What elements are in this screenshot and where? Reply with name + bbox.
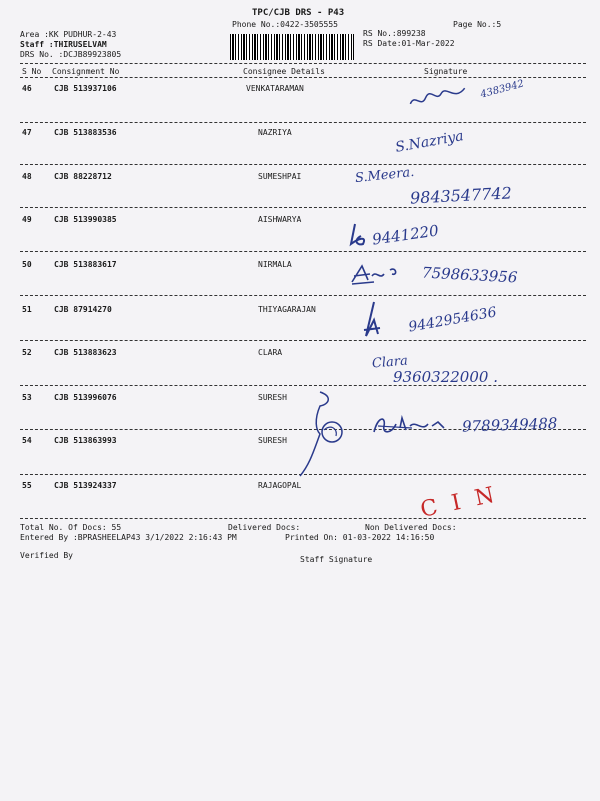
row-sno: 50	[22, 260, 32, 269]
signature-mark	[372, 412, 452, 442]
row-divider	[20, 207, 586, 208]
row-consignment: CJB 513883617	[54, 260, 117, 269]
signature-scrawl	[407, 84, 470, 115]
handwritten-phone: 9360322000 .	[393, 368, 498, 386]
handwritten-phone: 7598633956	[421, 263, 518, 287]
column-header-signature: Signature	[424, 67, 468, 76]
row-divider	[20, 340, 586, 341]
row-consignee: RAJAGOPAL	[258, 481, 302, 490]
verified-by: Verified By	[20, 551, 73, 560]
row-consignee: SUMESHPAI	[258, 172, 302, 181]
row-consignment: CJB 513883623	[54, 348, 117, 357]
row-consignment: CJB 513937106	[54, 84, 117, 93]
barcode	[230, 34, 354, 60]
divider	[20, 77, 586, 78]
row-consignee: SURESH	[258, 436, 287, 445]
row-consignment: CJB 513924337	[54, 481, 117, 490]
row-consignee: AISHWARYA	[258, 215, 302, 224]
phone-number: Phone No.:0422-3505555	[232, 20, 338, 29]
handwritten-signature: Clara	[371, 353, 409, 372]
row-sno: 53	[22, 393, 32, 402]
row-sno: 46	[22, 84, 32, 93]
handwritten-phone: 9843547742	[409, 183, 513, 208]
rs-date: RS Date:01-Mar-2022	[363, 39, 455, 48]
row-consignment: CJB 88228712	[54, 172, 112, 181]
column-header-consignee: Consignee Details	[243, 67, 325, 76]
row-consignment: CJB 87914270	[54, 305, 112, 314]
row-consignee: NAZRIYA	[258, 128, 292, 137]
row-sno: 47	[22, 128, 32, 137]
row-divider	[20, 385, 586, 386]
row-consignee: NIRMALA	[258, 260, 292, 269]
staff-signature: Staff Signature	[300, 555, 373, 564]
handwritten-phone: 4383942	[479, 78, 526, 101]
row-divider	[20, 251, 586, 252]
document-title: TPC/CJB DRS - P43	[252, 8, 345, 18]
row-consignee: VENKATARAMAN	[246, 84, 304, 93]
printed-on: Printed On: 01-03-2022 14:16:50	[285, 533, 435, 542]
row-consignment: CJB 513996076	[54, 393, 117, 402]
row-sno: 48	[22, 172, 32, 181]
rs-number: RS No.:899238	[363, 29, 426, 38]
column-header-sno: S No	[22, 67, 42, 76]
entered-by: Entered By :BPRASHEELAP43 3/1/2022 2:16:43 PM	[20, 533, 237, 542]
row-divider	[20, 518, 586, 519]
row-sno: 55	[22, 481, 32, 490]
non-delivered-docs: Non Delivered Docs:	[365, 523, 457, 532]
row-divider	[20, 164, 586, 165]
row-consignee: THIYAGARAJAN	[258, 305, 316, 314]
handwritten-phone: 9442954636	[407, 304, 498, 336]
area-field: Area :KK PUDHUR-2-43	[20, 30, 117, 39]
signature-mark	[345, 220, 375, 254]
signature-mark	[360, 300, 384, 344]
row-sno: 52	[22, 348, 32, 357]
row-sno: 54	[22, 436, 32, 445]
row-consignee: SURESH	[258, 393, 287, 402]
row-sno: 49	[22, 215, 32, 224]
handwritten-phone: 9441220	[371, 221, 440, 249]
handwritten-signature: S.Nazriya	[394, 128, 465, 156]
row-sno: 51	[22, 305, 32, 314]
row-consignee: CLARA	[258, 348, 283, 357]
column-header-consignment: Consignment No	[52, 67, 120, 76]
handwritten-phone: 9789349488	[461, 414, 558, 436]
row-consignment: CJB 513863993	[54, 436, 117, 445]
page-number: Page No.:5	[453, 20, 502, 29]
drs-number: DRS No. :DCJB89923805	[20, 50, 122, 59]
staff-field: Staff :THIRUSELVAM	[20, 40, 107, 49]
handwritten-note: C I N	[418, 482, 501, 523]
delivered-docs: Delivered Docs:	[228, 523, 301, 532]
signature-mark	[350, 262, 410, 290]
divider	[20, 63, 586, 64]
row-consignment: CJB 513990385	[54, 215, 117, 224]
total-docs: Total No. Of Docs: 55	[20, 523, 122, 532]
handwritten-signature: S.Meera.	[354, 164, 415, 187]
row-divider	[20, 295, 586, 296]
row-divider	[20, 122, 586, 123]
row-consignment: CJB 513883536	[54, 128, 117, 137]
connecting-scrawl	[290, 390, 360, 480]
